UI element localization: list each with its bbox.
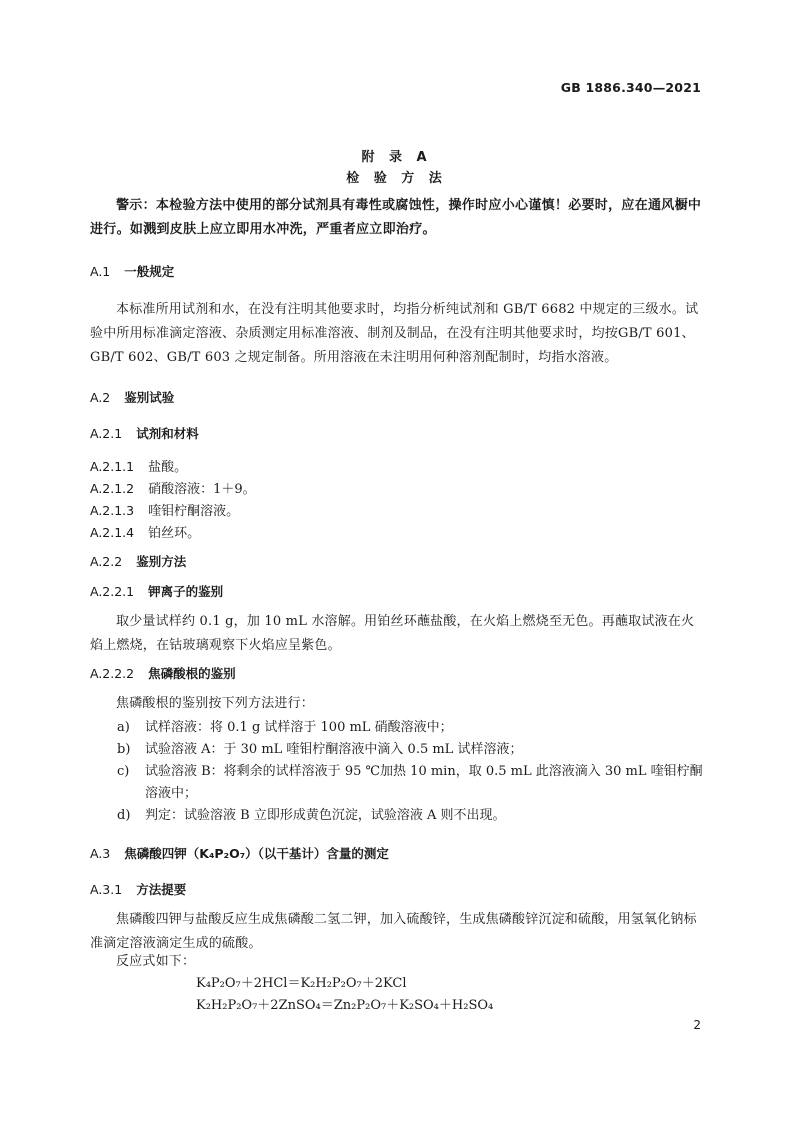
section-number: A.1 bbox=[90, 264, 111, 279]
warning-text: 警示：本检验方法中使用的部分试剂具有毒性或腐蚀性，操作时应小心谨慎！必要时，应在通风橱中进行。如溅到皮肤上应立即用水冲洗，严重者应立即治疗。 bbox=[90, 198, 702, 237]
item-number: A.2.1.4 bbox=[90, 525, 135, 540]
section-title: 鉴别方法 bbox=[136, 554, 187, 569]
section-a222-intro: 焦磷酸根的鉴别按下列方法进行： bbox=[116, 696, 315, 711]
section-title: 鉴别试验 bbox=[124, 390, 175, 405]
list-item bbox=[90, 478, 256, 497]
section-a1-text: 本标准所用试剂和水，在没有注明其他要求时，均指分析纯试剂和 GB/T 6682 中规定的三级水。试验中所用标准滴定溶液、杂质测定用标准溶液、制剂及制品，在没有注明其他要求时，均按GB/T 601、GB/T 602、GB/T 603 之规定制备。所用溶液在未注明用何种溶剂配制时，均指水溶液。 bbox=[90, 302, 699, 365]
section-number: A.2 bbox=[90, 390, 111, 405]
list-item bbox=[117, 760, 703, 779]
appendix-label: 附 录 A bbox=[361, 150, 432, 165]
list-label: c) bbox=[117, 764, 130, 779]
section-a21-heading bbox=[90, 424, 199, 442]
section-number: A.2.1 bbox=[90, 426, 123, 441]
section-title: 焦磷酸根的鉴别 bbox=[148, 666, 236, 681]
item-text: 盐酸。 bbox=[148, 460, 188, 475]
list-text: 试样溶液：将 0.1 g 试样溶于 100 mL 硝酸溶液中； bbox=[145, 720, 453, 735]
reaction-equation-2: K₂H₂P₂O₇＋2ZnSO₄＝Zn₂P₂O₇＋K₂SO₄＋H₂SO₄ bbox=[196, 998, 494, 1013]
list-item bbox=[90, 500, 239, 519]
standard-number: GB 1886.340—2021 bbox=[560, 80, 701, 95]
section-title: 试剂和材料 bbox=[136, 426, 199, 441]
section-title: 方法提要 bbox=[136, 882, 187, 897]
list-item bbox=[117, 738, 522, 757]
section-number: A.3 bbox=[90, 846, 111, 861]
section-title: 一般规定 bbox=[124, 264, 175, 279]
section-a31-heading bbox=[90, 880, 186, 898]
list-label: a) bbox=[117, 720, 130, 735]
list-item-continuation: 溶液中； bbox=[145, 786, 198, 801]
section-a3-heading bbox=[90, 844, 389, 862]
section-title: 焦磷酸四钾（K₄P₂O₇）（以干基计）含量的测定 bbox=[124, 846, 389, 861]
section-number: A.2.2 bbox=[90, 554, 123, 569]
equation-intro: 反应式如下： bbox=[116, 954, 196, 969]
section-a31-text: 焦磷酸四钾与盐酸反应生成焦磷酸二氢二钾，加入硫酸锌，生成焦磷酸锌沉淀和硫酸，用氢氧化钠标准滴定溶液滴定生成的硫酸。 bbox=[90, 912, 697, 951]
section-number: A.2.2.2 bbox=[90, 666, 135, 681]
section-a221-text: 取少量试样约 0.1 g，加 10 mL 水溶解。用铂丝环蘸盐酸，在火焰上燃烧至无色。再蘸取试液在火焰上燃烧，在钴玻璃观察下火焰应呈紫色。 bbox=[90, 614, 695, 653]
section-number: A.2.2.1 bbox=[90, 584, 135, 599]
section-a22-heading bbox=[90, 552, 186, 570]
list-item bbox=[90, 522, 200, 541]
list-text: 试验溶液 A：于 30 mL 喹钼柠酮溶液中滴入 0.5 mL 试样溶液； bbox=[145, 742, 523, 757]
item-text: 喹钼柠酮溶液。 bbox=[148, 504, 240, 519]
item-text: 铂丝环。 bbox=[148, 526, 201, 541]
section-a222-heading bbox=[90, 664, 236, 682]
page-number: 2 bbox=[693, 1018, 701, 1032]
section-title: 钾离子的鉴别 bbox=[148, 584, 224, 599]
section-a221-heading bbox=[90, 582, 223, 600]
appendix-title: 检 验 方 法 bbox=[346, 171, 447, 186]
list-label: b) bbox=[117, 742, 131, 757]
item-number: A.2.1.3 bbox=[90, 503, 135, 518]
list-text: 判定：试验溶液 B 立即形成黄色沉淀，试验溶液 A 则不出现。 bbox=[145, 808, 506, 823]
list-item bbox=[117, 716, 453, 735]
reaction-equation-1: K₄P₂O₇＋2HCl＝K₂H₂P₂O₇＋2KCl bbox=[196, 976, 407, 991]
list-item bbox=[117, 804, 505, 823]
section-number: A.3.1 bbox=[90, 882, 123, 897]
list-label: d) bbox=[117, 808, 131, 823]
item-number: A.2.1.1 bbox=[90, 459, 135, 474]
item-number: A.2.1.2 bbox=[90, 481, 135, 496]
item-text: 硝酸溶液：1＋9。 bbox=[148, 482, 256, 497]
section-a1-heading bbox=[90, 262, 174, 280]
section-a2-heading bbox=[90, 388, 174, 406]
list-item bbox=[90, 456, 187, 475]
list-text: 试验溶液 B：将剩余的试样溶液于 95 ℃加热 10 min，取 0.5 mL 此溶液滴入 30 mL 喹钼柠酮 bbox=[145, 764, 703, 779]
